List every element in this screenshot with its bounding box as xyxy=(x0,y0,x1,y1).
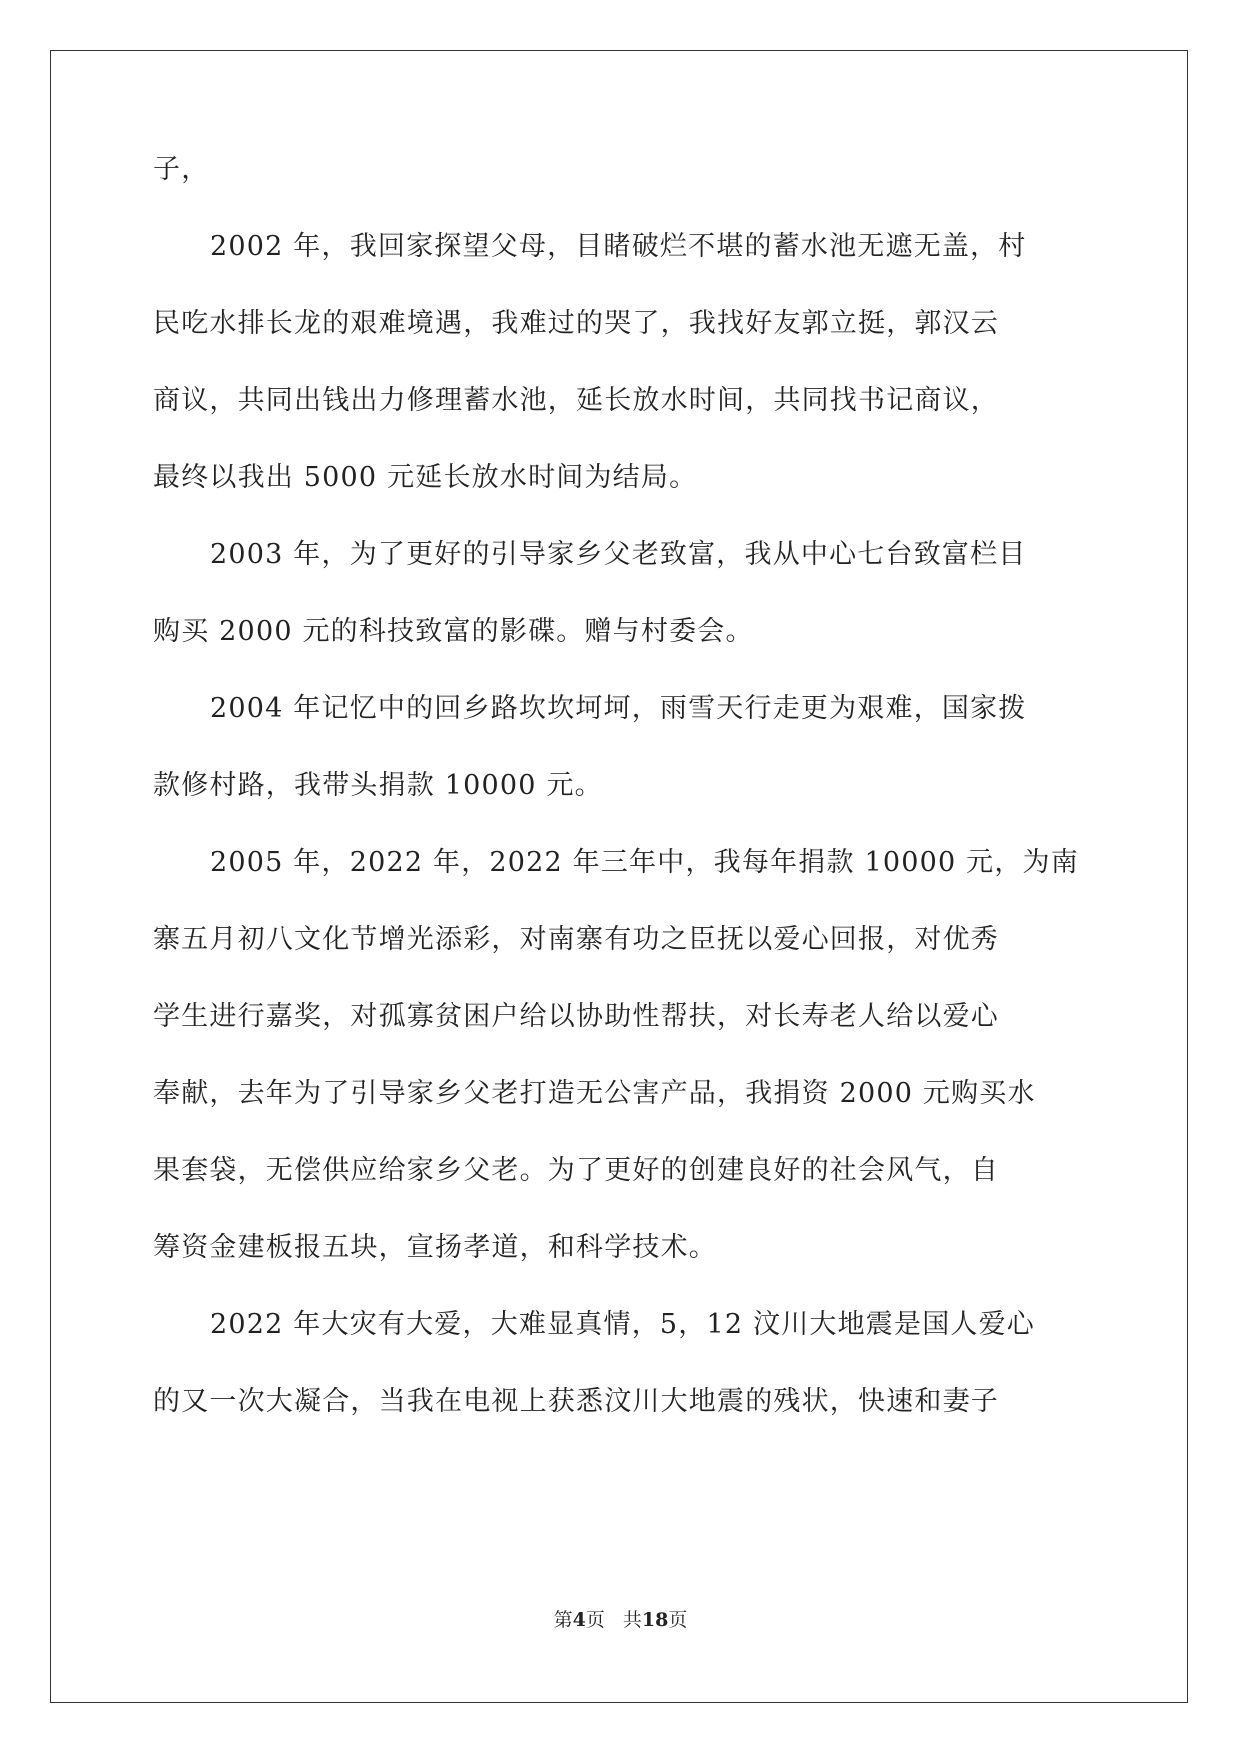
text-line: 学生进行嘉奖，对孤寡贫困户给以协助性帮扶，对长寿老人给以爱心 xyxy=(153,1001,999,1032)
page-prefix: 第 xyxy=(553,1609,573,1631)
text-line: 奉献，去年为了引导家乡父老打造无公害产品，我捐资 2000 元购买水 xyxy=(153,1078,1036,1109)
paragraph-2005-line: 2005 年，2022 年，2022 年三年中，我每年捐款 10000 元，为南 xyxy=(210,847,1079,878)
total-prefix: 共 xyxy=(622,1609,642,1631)
text-line: 民吃水排长龙的艰难境遇，我难过的哭了，我找好友郭立挺，郭汉云 xyxy=(153,308,999,339)
total-pages: 18 xyxy=(641,1609,669,1631)
page-suffix: 页 xyxy=(585,1609,605,1631)
paragraph-2002-line: 2002 年，我回家探望父母，目睹破烂不堪的蓄水池无遮无盖，村 xyxy=(210,231,1027,262)
text-line: 的又一次大凝合，当我在电视上获悉汶川大地震的残状，快速和妻子 xyxy=(153,1386,999,1417)
text-line: 款修村路，我带头捐款 10000 元。 xyxy=(153,770,603,801)
text-line: 筹资金建板报五块，宣扬孝道，和科学技术。 xyxy=(153,1232,717,1263)
paragraph-2022-line: 2022 年大灾有大爱，大难显真情，5，12 汶川大地震是国人爱心 xyxy=(210,1309,1036,1340)
paragraph-2004-line: 2004 年记忆中的回乡路坎坎坷坷，雨雪天行走更为艰难，国家拨 xyxy=(210,693,1027,724)
text-line: 最终以我出 5000 元延长放水时间为结局。 xyxy=(153,462,698,493)
total-suffix: 页 xyxy=(668,1609,688,1631)
text-line: 果套袋，无偿供应给家乡父老。为了更好的创建良好的社会风气，自 xyxy=(153,1155,999,1186)
text-line: 子， xyxy=(153,154,210,185)
text-line: 购买 2000 元的科技致富的影碟。赠与村委会。 xyxy=(153,616,754,647)
paragraph-2003-line: 2003 年，为了更好的引导家乡父老致富，我从中心七台致富栏目 xyxy=(210,539,1027,570)
page-footer xyxy=(0,1608,1241,1632)
text-line: 寨五月初八文化节增光添彩，对南寨有功之臣抚以爱心回报，对优秀 xyxy=(153,924,999,955)
page-number: 4 xyxy=(572,1609,586,1631)
text-line: 商议，共同出钱出力修理蓄水池，延长放水时间，共同找书记商议， xyxy=(153,385,999,416)
